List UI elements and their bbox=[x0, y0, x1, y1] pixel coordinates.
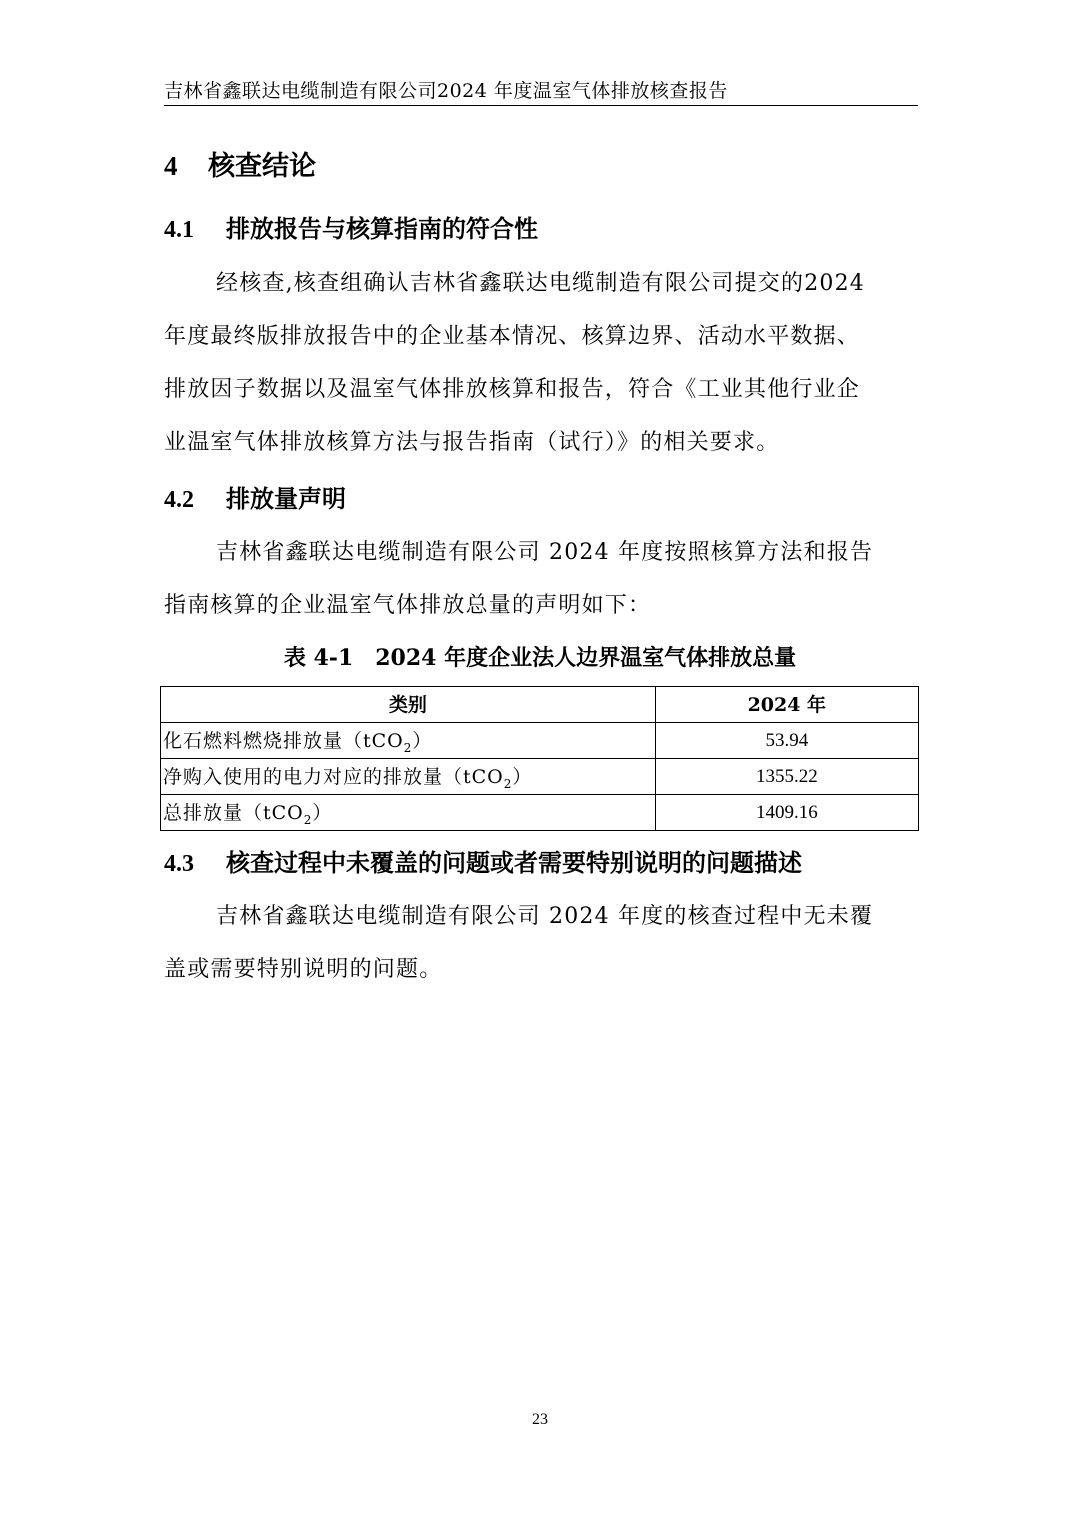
section-4-2-number: 4.2 bbox=[164, 487, 194, 513]
paragraph-4-1-line-4: 业温室气体排放核算方法与报告指南（试行）》的相关要求。 bbox=[164, 430, 780, 455]
category-cell bbox=[161, 795, 656, 831]
running-header: 吉林省鑫联达电缆制造有限公司2024 年度温室气体排放核查报告 bbox=[164, 80, 728, 102]
value-cell: 1409.16 bbox=[655, 795, 918, 831]
category-suffix: ） bbox=[312, 801, 333, 824]
category-cell bbox=[161, 723, 656, 759]
value-cell: 1355.22 bbox=[655, 759, 918, 795]
section-4-3-heading bbox=[164, 846, 802, 881]
paragraph-4-1-line-2: 年度最终版排放报告中的企业基本情况、核算边界、活动水平数据、 bbox=[164, 324, 861, 349]
subscript: 2 bbox=[403, 740, 413, 755]
emissions-table bbox=[160, 686, 919, 831]
paragraph-4-2-line-2: 指南核算的企业温室气体排放总量的声明如下： bbox=[164, 593, 652, 618]
paragraph-4-3-line-2: 盖或需要特别说明的问题。 bbox=[164, 957, 443, 982]
section-4-2-heading bbox=[164, 482, 346, 517]
table-row bbox=[161, 759, 919, 795]
subscript: 2 bbox=[503, 776, 513, 791]
category-text: 净购入使用的电力对应的排放量（tCO bbox=[163, 765, 504, 788]
column-header-category: 类别 bbox=[161, 687, 656, 723]
table-row bbox=[161, 723, 919, 759]
paragraph-4-1-line-3: 排放因子数据以及温室气体排放核算和报告，符合《工业其他行业企 bbox=[164, 377, 861, 402]
table-header-row bbox=[161, 687, 919, 723]
section-4-number: 4 bbox=[164, 151, 178, 181]
paragraph-4-1-line-1: 经核查,核查组确认吉林省鑫联达电缆制造有限公司提交的2024 bbox=[216, 271, 865, 296]
table-row bbox=[161, 795, 919, 831]
section-4-3-title: 核查过程中未覆盖的问题或者需要特别说明的问题描述 bbox=[226, 848, 802, 877]
subscript: 2 bbox=[303, 812, 313, 827]
section-4-heading bbox=[164, 146, 316, 187]
section-4-title: 核查结论 bbox=[208, 151, 316, 182]
section-4-3-number: 4.3 bbox=[164, 851, 194, 877]
category-text: 总排放量（tCO bbox=[163, 801, 304, 824]
column-header-year: 2024 年 bbox=[655, 687, 918, 723]
section-4-1-title: 排放报告与核算指南的符合性 bbox=[226, 214, 538, 243]
category-suffix: ） bbox=[512, 765, 533, 788]
category-suffix: ） bbox=[412, 729, 433, 752]
section-4-2-title: 排放量声明 bbox=[226, 484, 346, 513]
category-text: 化石燃料燃烧排放量（tCO bbox=[163, 729, 404, 752]
section-4-1-number: 4.1 bbox=[164, 217, 194, 243]
value-cell: 53.94 bbox=[655, 723, 918, 759]
table-title: 表 4-1 2024 年度企业法人边界温室气体排放总量 bbox=[283, 645, 797, 671]
category-cell bbox=[161, 759, 656, 795]
section-4-1-heading bbox=[164, 212, 538, 247]
page-number: 23 bbox=[532, 1411, 548, 1428]
paragraph-4-2-line-1: 吉林省鑫联达电缆制造有限公司 2024 年度按照核算方法和报告 bbox=[216, 540, 874, 565]
paragraph-4-3-line-1: 吉林省鑫联达电缆制造有限公司 2024 年度的核查过程中无未覆 bbox=[216, 904, 874, 929]
header-rule bbox=[164, 105, 918, 106]
